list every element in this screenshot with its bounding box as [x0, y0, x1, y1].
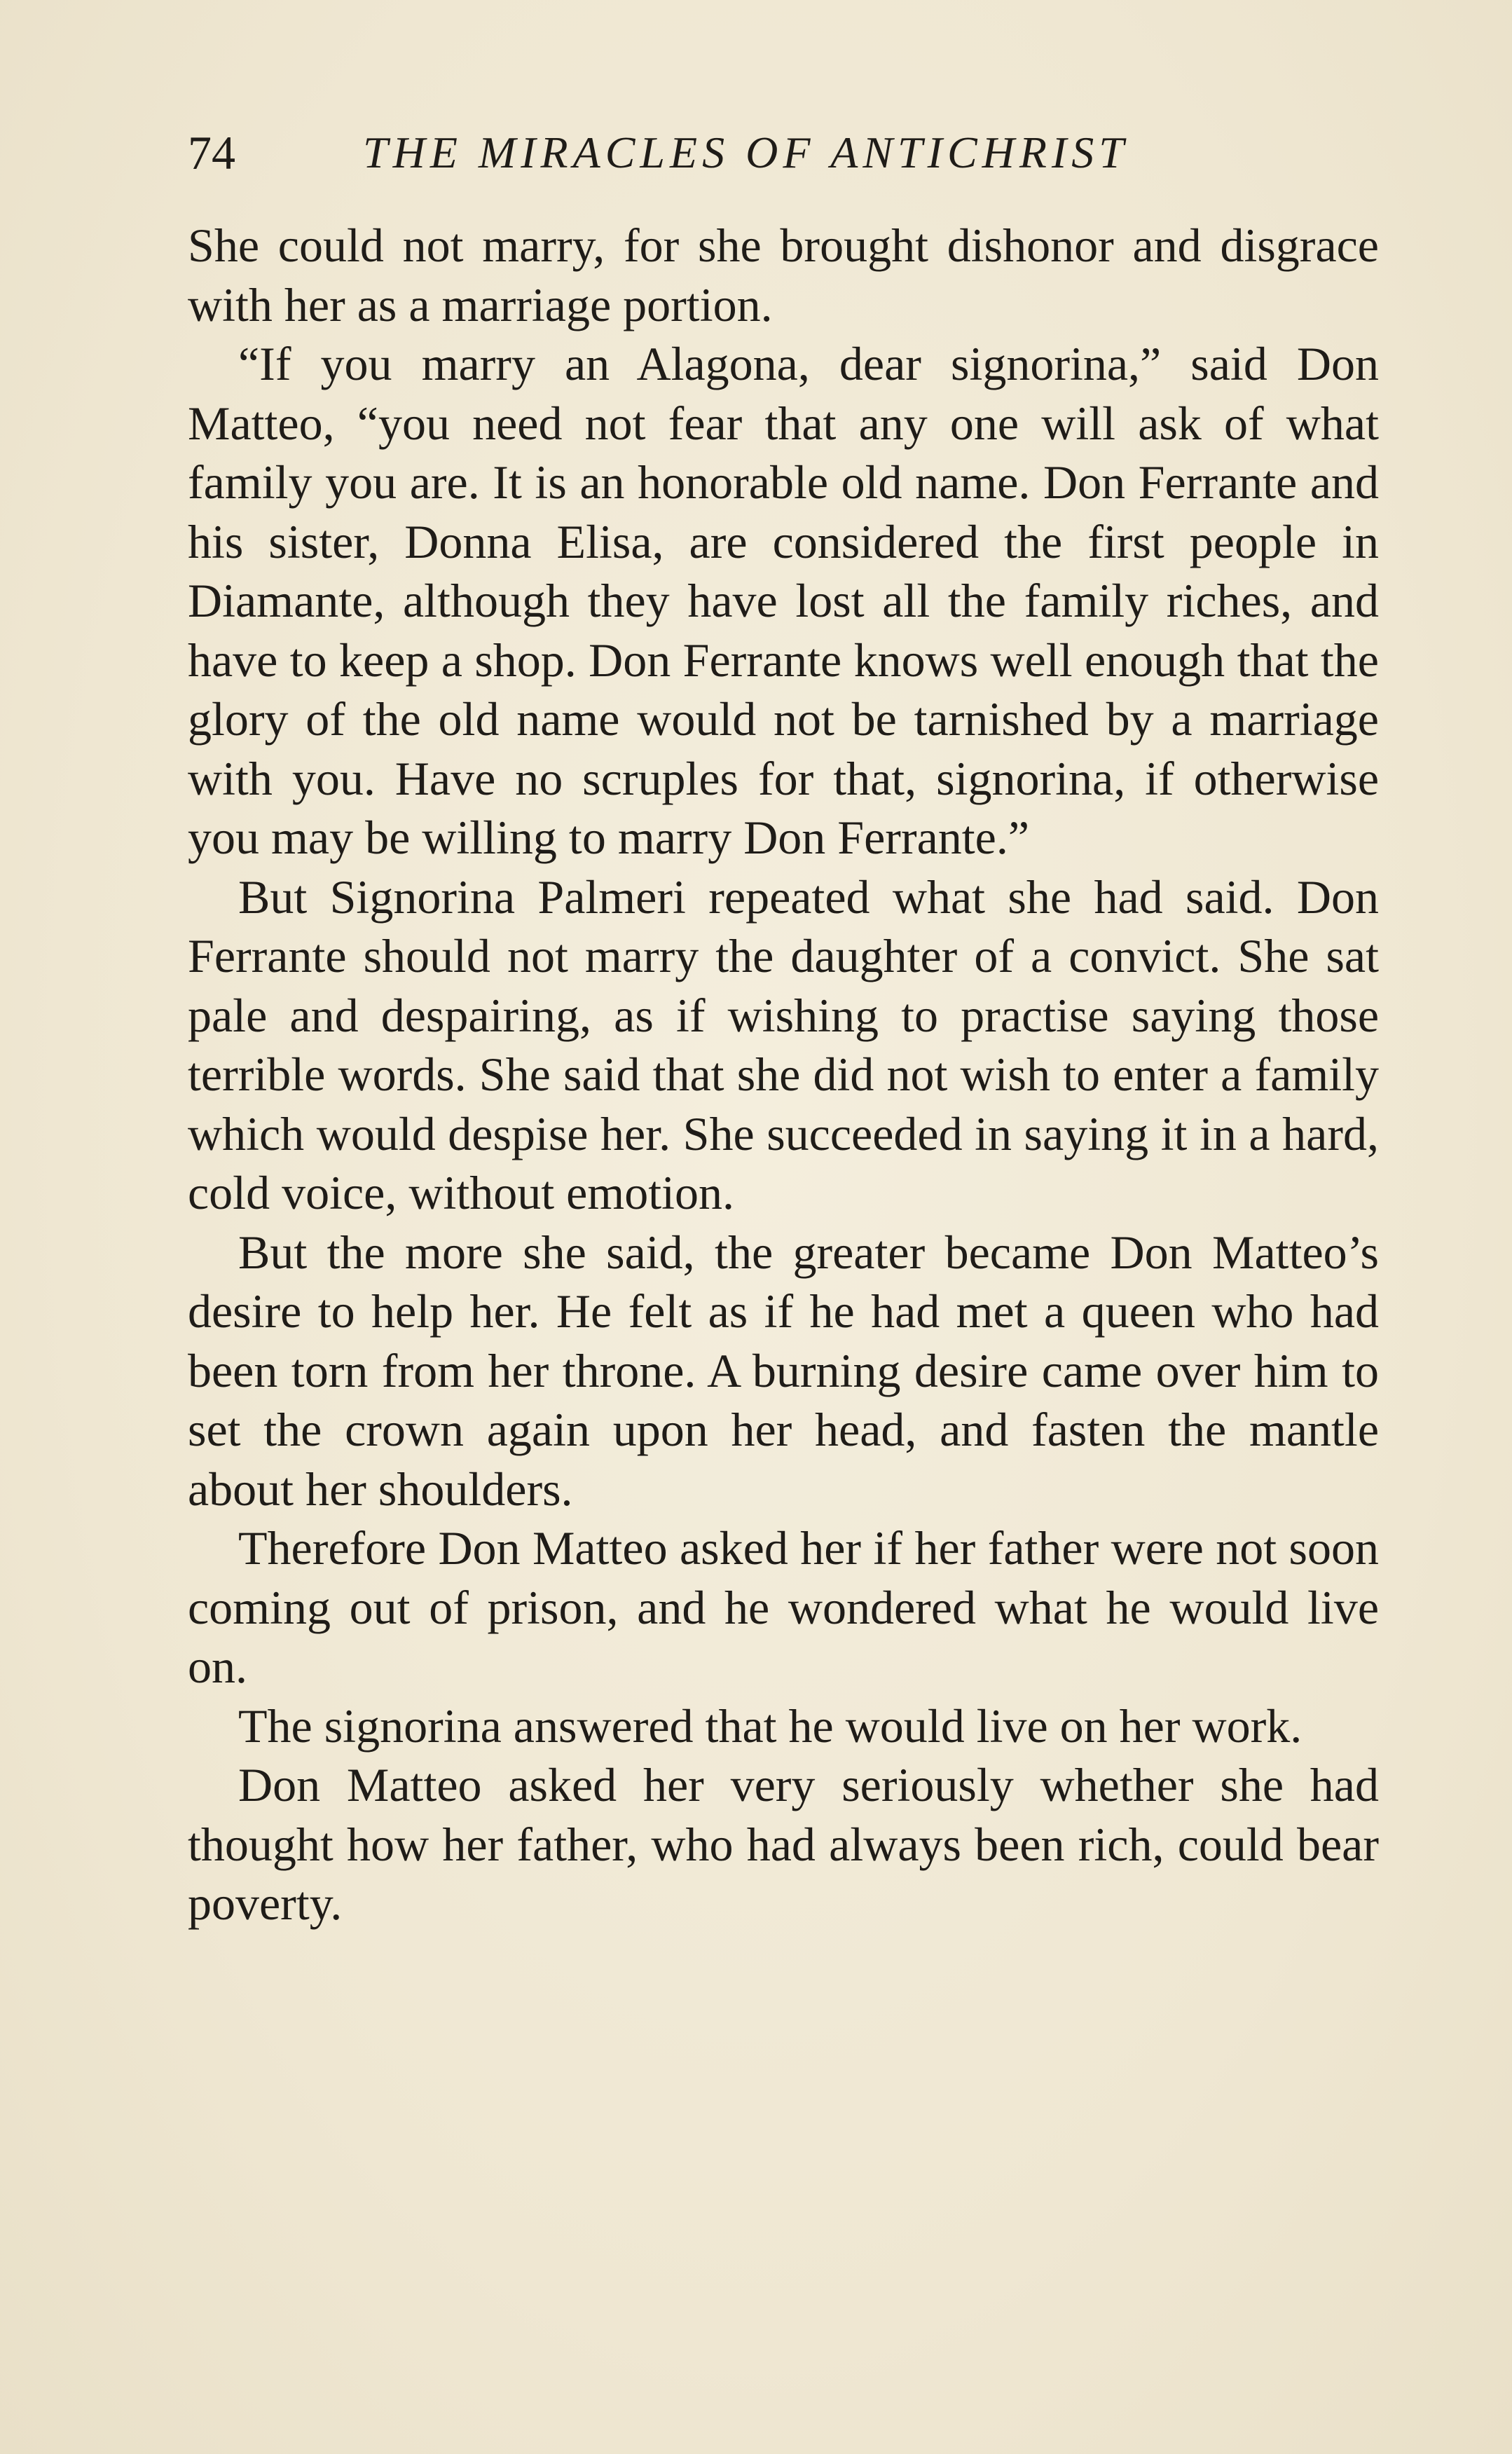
paragraph: She could not marry, for she brought dishonor and disgrace with her as a marriage portion.	[188, 219, 1379, 331]
paragraph: But the more she said, the greater became Don Matteo’s desire to help her. He felt as if he had met a queen who had been torn from her throne. A burning desire came over him to set the crown again upon her head, and fasten the mantle about her shoulders.	[188, 1225, 1379, 1516]
paragraph: Don Matteo asked her very seriously whether she had thought how her father, who had always been rich, could bear poverty.	[188, 1758, 1379, 1930]
body-text	[188, 216, 1379, 1933]
paragraph: But Signorina Palmeri repeated what she had said. Don Ferrante should not marry the daughter of a convict. She sat pale and despairing, as if wishing to practise saying those terrible words. She said that she did not wish to enter a family which would despise her. She succeeded in saying it in a hard, cold voice, without emotion.	[188, 870, 1379, 1219]
paragraph: Therefore Don Matteo asked her if her father were not soon coming out of prison, and he wondered what he would live on.	[188, 1521, 1379, 1693]
running-head	[188, 118, 1379, 188]
paragraph: “If you marry an Alagona, dear signorina,” said Don Matteo, “you need not fear that any one will ask of what family you are. It is an honorable old name. Don Ferrante and his sister, Donna Elisa, are considered the first people in Diamante, although they have lost all the family riches, and have to keep a shop. Don Ferrante knows well enough that the glory of the old name would not be tarnished by a marriage with you. Have no scruples for that, signorina, if otherwise you may be willing to marry Don Ferrante.”	[188, 337, 1379, 864]
paragraph: The signorina answered that he would live on her work.	[238, 1699, 1303, 1753]
page-number: 74	[188, 126, 235, 179]
running-title: THE MIRACLES OF ANTICHRIST	[363, 128, 1129, 177]
